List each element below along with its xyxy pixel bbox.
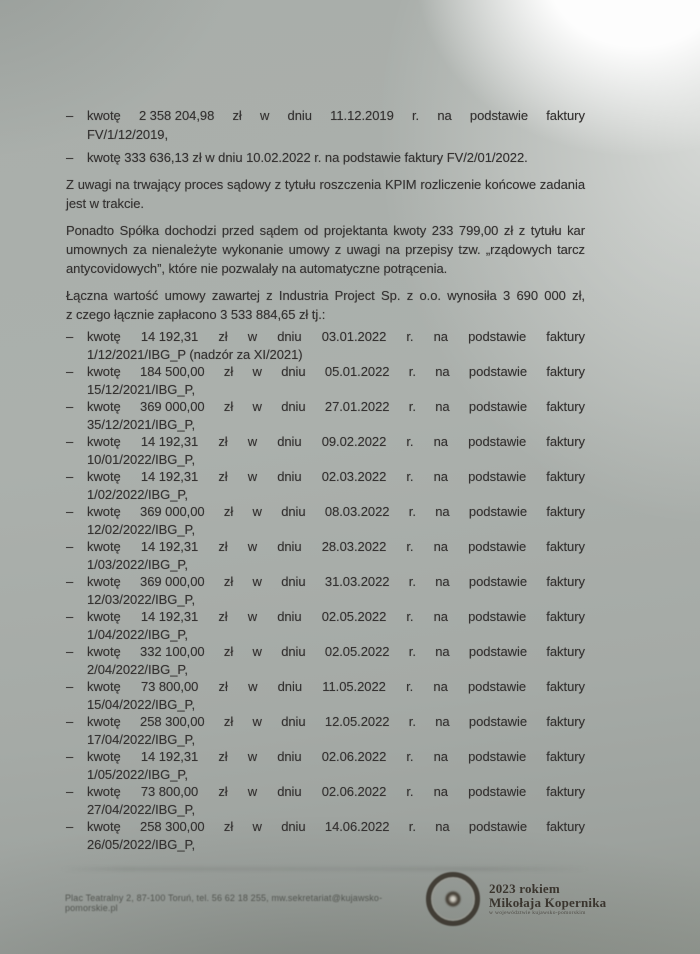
payment-word: podstawie (468, 819, 527, 834)
payment-invoice: 1/02/2022/IBG_P, (87, 486, 188, 502)
payment-word: na (437, 108, 452, 123)
payment-word: kwotę (87, 329, 121, 344)
payment-word: r. (408, 504, 416, 519)
payment-item-text (87, 713, 585, 748)
payment-amount: 332 100,00 (140, 644, 205, 659)
payment-list-item (66, 538, 585, 573)
item-line-justified (87, 748, 585, 766)
payment-word: zł (223, 364, 234, 379)
payment-amount: 258 300,00 (140, 714, 205, 729)
payment-word: podstawie (468, 539, 527, 554)
payment-word: na (433, 434, 448, 449)
payment-word: faktury (546, 108, 585, 123)
payment-word: podstawie (468, 749, 527, 764)
payment-word: faktury (546, 539, 585, 554)
payment-word: dniu (281, 714, 306, 729)
payment-date: 02.06.2022 (321, 784, 387, 799)
payment-date: 02.03.2022 (321, 469, 387, 484)
payment-word: w (259, 108, 270, 123)
payment-invoice: 27/04/2022/IBG_P, (87, 801, 196, 817)
payment-word: kwotę (87, 364, 121, 379)
payment-word: w (247, 434, 258, 449)
list-dash: – (66, 574, 74, 589)
payment-item-text (87, 748, 585, 783)
payment-word: w (252, 644, 262, 659)
payment-word: w (247, 609, 258, 624)
payment-item-text (87, 818, 585, 853)
payment-item-text (87, 678, 585, 713)
intro-payments-list (66, 106, 585, 167)
list-dash: – (66, 784, 74, 799)
payment-item-text (87, 106, 585, 144)
logo-subtitle-line: w województwie kujawsko-pomorskim (489, 910, 586, 916)
payment-word: zł (223, 714, 234, 729)
payment-word: dniu (281, 504, 306, 519)
payment-date: 12.05.2022 (324, 714, 390, 729)
payment-word: kwotę (87, 539, 121, 554)
payment-date: 28.03.2022 (321, 539, 387, 554)
payment-word: r. (406, 784, 414, 799)
item-line-justified (87, 468, 585, 486)
payment-item-text (87, 328, 585, 363)
payment-invoice: 1/03/2022/IBG_P, (87, 556, 188, 572)
payment-list-item (66, 468, 585, 503)
payment-list-item (66, 503, 585, 538)
payment-amount: 258 300,00 (140, 819, 205, 834)
payment-item-text (87, 608, 585, 643)
payment-invoice: 35/12/2021/IBG_P, (87, 416, 196, 432)
payment-word: r. (406, 609, 414, 624)
list-dash: – (66, 329, 74, 344)
payment-word: faktury (546, 749, 585, 764)
payment-date: 09.02.2022 (321, 434, 387, 449)
payment-word: podstawie (468, 679, 527, 694)
payment-word: kwotę (87, 399, 121, 414)
payment-item-text (87, 783, 585, 818)
payment-list-item (66, 106, 585, 144)
payment-item-text (87, 503, 585, 538)
payment-word: r. (406, 539, 414, 554)
payment-list-item (66, 608, 585, 643)
payment-invoice: FV/1/12/2019, (87, 127, 169, 142)
payment-amount: 14 192,31 (140, 329, 199, 344)
logo-name-line: Mikołaja Kopernika (489, 894, 607, 910)
payment-word: dniu (281, 364, 306, 379)
payment-word: w (247, 469, 258, 484)
paragraph-court-case: Z uwagi na trwający proces sądowy z tytułu roszczenia KPIM rozliczenie końcowe zadania jest w trakcie. (66, 177, 585, 211)
payment-word: zł (218, 679, 228, 694)
payment-word: kwotę (87, 784, 121, 799)
list-dash: – (66, 644, 74, 659)
payment-item-text (87, 363, 585, 398)
payment-word: w (247, 784, 258, 799)
payment-date: 02.05.2022 (321, 609, 387, 624)
payment-word: dniu (277, 609, 302, 624)
payment-word: r. (408, 364, 416, 379)
payment-word: w (252, 819, 262, 834)
payment-date: 27.01.2022 (324, 399, 390, 414)
payment-list-item (66, 328, 585, 363)
payment-item-text (87, 468, 585, 503)
payment-word: podstawie (468, 399, 527, 414)
payment-word: zł (218, 609, 228, 624)
payment-word: zł (232, 108, 242, 123)
logo-core-icon (445, 891, 461, 907)
payment-list-item (66, 818, 585, 853)
payment-word: dniu (277, 539, 302, 554)
payment-word: dniu (281, 399, 306, 414)
payment-word: r. (406, 679, 414, 694)
payment-list-item (66, 748, 585, 783)
list-dash: – (66, 108, 74, 123)
item-line-justified (87, 573, 585, 591)
payment-word: faktury (546, 609, 585, 624)
payment-word: zł (218, 434, 228, 449)
logo-year-line: 2023 rokiem (489, 881, 560, 896)
item-line-justified (87, 643, 585, 661)
item-line-justified (87, 538, 585, 556)
payment-word: podstawie (468, 609, 527, 624)
item-line-justified (87, 363, 585, 381)
payment-amount: 73 800,00 (140, 784, 199, 799)
payment-amount: 14 192,31 (140, 749, 199, 764)
item-line-justified (87, 328, 585, 346)
payment-amount: 14 192,31 (140, 469, 199, 484)
payment-word: r. (411, 108, 420, 123)
payment-word: podstawie (468, 469, 527, 484)
payment-date: 05.01.2022 (324, 364, 390, 379)
payment-word: dniu (281, 819, 306, 834)
payment-date: 11.05.2022 (322, 679, 386, 694)
payment-date: 14.06.2022 (324, 819, 390, 834)
footer-address: Plac Teatralny 2, 87-100 Toruń, tel. 56 62 18 255, mw.sekretariat@kujawsko-pomorskie.pl (65, 893, 383, 913)
payment-word: kwotę (87, 108, 121, 123)
payment-word: faktury (546, 469, 585, 484)
payment-word: dniu (277, 679, 303, 694)
payment-word: zł (223, 819, 234, 834)
payment-invoice: 15/12/2021/IBG_P, (87, 381, 196, 397)
payment-invoice: 26/05/2022/IBG_P, (87, 836, 196, 852)
payment-date: 11.12.2019 (330, 108, 394, 123)
payment-invoice: 17/04/2022/IBG_P, (87, 731, 196, 747)
payment-word: faktury (546, 644, 585, 659)
payment-item-text (87, 433, 585, 468)
list-dash: – (66, 539, 74, 554)
payment-word: na (435, 364, 450, 379)
payment-list-item (66, 643, 585, 678)
payment-word: zł (223, 399, 234, 414)
payment-word: podstawie (468, 574, 527, 589)
payment-date: 08.03.2022 (324, 504, 390, 519)
list-dash: – (66, 749, 74, 764)
payment-word: kwotę (87, 469, 121, 484)
payment-word: dniu (281, 644, 306, 659)
payment-word: dniu (277, 469, 302, 484)
payment-date: 02.05.2022 (324, 644, 390, 659)
payment-word: faktury (546, 504, 585, 519)
logo-ring-icon (426, 872, 480, 926)
payment-word: zł (223, 574, 234, 589)
payment-list-item (66, 363, 585, 398)
payment-word: faktury (546, 364, 585, 379)
list-dash: – (66, 469, 74, 484)
payment-word: r. (406, 749, 414, 764)
payment-word: podstawie (468, 504, 527, 519)
list-dash: – (66, 399, 74, 414)
payment-word: podstawie (468, 784, 527, 799)
payment-word: na (435, 399, 450, 414)
list-dash: – (66, 609, 74, 624)
list-dash: – (66, 504, 74, 519)
payment-invoice: 1/05/2022/IBG_P, (87, 766, 188, 782)
payment-word: na (435, 819, 450, 834)
payment-word: r. (408, 819, 416, 834)
payment-word: na (435, 574, 450, 589)
payment-word: kwotę (87, 574, 121, 589)
payment-word: w (247, 329, 258, 344)
payment-word: faktury (546, 784, 585, 799)
payment-word: kwotę (87, 819, 121, 834)
payment-word: na (433, 329, 448, 344)
paragraph-contract-value: Łączna wartość umowy zawartej z Industria Project Sp. z o.o. wynosiła 3 690 000 zł, z czego łącznie zapłacono 3 533 884,65 zł tj.: (66, 288, 585, 322)
payment-word: podstawie (468, 364, 527, 379)
payment-item-text (87, 643, 585, 678)
payment-date: 03.01.2022 (321, 329, 387, 344)
payment-list-item (66, 398, 585, 433)
payment-amount: 73 800,00 (140, 679, 199, 694)
item-line-justified (87, 106, 585, 125)
payment-word: faktury (546, 574, 585, 589)
payment-amount: 14 192,31 (140, 434, 199, 449)
payment-list-item (66, 713, 585, 748)
payment-invoice: 1/04/2022/IBG_P, (87, 626, 188, 642)
payment-word: na (435, 504, 450, 519)
item-line-justified (87, 678, 585, 696)
payment-word: w (252, 364, 262, 379)
item-line-justified (87, 433, 585, 451)
payment-invoice: 10/01/2022/IBG_P, (87, 451, 196, 467)
payment-word: w (252, 504, 262, 519)
payment-word: podstawie (468, 714, 527, 729)
payment-word: na (435, 644, 450, 659)
payment-word: dniu (277, 784, 302, 799)
payment-amount: 369 000,00 (140, 574, 205, 589)
payment-word: na (433, 539, 448, 554)
payment-word: podstawie (468, 329, 527, 344)
payment-word: r. (406, 469, 414, 484)
payment-invoice: 12/03/2022/IBG_P, (87, 591, 196, 607)
item-line-justified (87, 608, 585, 626)
list-dash: – (66, 434, 74, 449)
paragraph-designer-penalties: Ponadto Spółka dochodzi przed sądem od projektanta kwoty 233 799,00 zł z tytułu kar umownych za nienależyte wykonanie umowy z uwagi na przepisy tzw. „rządowych tarcz antycovidowych”, które nie pozwalały na automatyczne potrącenia. (66, 223, 585, 276)
payment-single-line: kwotę 333 636,13 zł w dniu 10.02.2022 r. na podstawie faktury FV/2/01/2022. (87, 150, 528, 165)
payment-amount: 184 500,00 (140, 364, 205, 379)
payment-word: dniu (281, 574, 306, 589)
payment-word: na (433, 749, 448, 764)
payment-word: na (433, 469, 448, 484)
payments-list (66, 328, 585, 853)
payment-word: podstawie (468, 644, 527, 659)
payment-amount: 369 000,00 (140, 504, 205, 519)
item-line-justified (87, 713, 585, 731)
payment-item-text (87, 148, 585, 167)
item-line-justified (87, 818, 585, 836)
payment-invoice: 1/12/2021/IBG_P (nadzór za XI/2021) (87, 346, 303, 362)
item-line-justified (87, 783, 585, 801)
payment-word: r. (408, 644, 416, 659)
list-dash: – (66, 679, 74, 694)
payment-word: zł (218, 329, 228, 344)
payment-word: r. (408, 714, 416, 729)
payment-word: kwotę (87, 679, 121, 694)
payment-item-text (87, 398, 585, 433)
payment-word: w (252, 399, 262, 414)
payment-word: faktury (546, 434, 585, 449)
payment-word: dniu (277, 329, 302, 344)
payment-list-item (66, 433, 585, 468)
list-dash: – (66, 364, 74, 379)
payment-amount: 14 192,31 (140, 609, 199, 624)
payment-item-text (87, 573, 585, 608)
payment-word: dniu (277, 749, 302, 764)
payment-list-item (66, 678, 585, 713)
payment-word: zł (218, 749, 228, 764)
payment-date: 31.03.2022 (324, 574, 390, 589)
payment-word: na (433, 679, 448, 694)
payment-item-text (87, 538, 585, 573)
payment-word: podstawie (469, 108, 529, 123)
payment-word: zł (223, 504, 234, 519)
payment-word: r. (408, 399, 416, 414)
payment-invoice: 2/04/2022/IBG_P, (87, 661, 188, 677)
payment-word: zł (218, 539, 228, 554)
payment-amount: 369 000,00 (140, 399, 205, 414)
payment-word: w (248, 679, 258, 694)
payment-word: faktury (546, 329, 585, 344)
payment-list-item (66, 148, 585, 167)
payment-word: dniu (287, 108, 312, 123)
payment-amount: 2 358 204,98 (138, 108, 215, 123)
payment-word: na (433, 609, 448, 624)
payment-word: w (252, 574, 262, 589)
payment-word: faktury (546, 679, 585, 694)
list-dash: – (66, 150, 74, 165)
payment-word: zł (223, 644, 234, 659)
payment-word: r. (408, 574, 416, 589)
payment-word: podstawie (468, 434, 527, 449)
payment-amount: 14 192,31 (140, 539, 199, 554)
photo-artifact-smudge (60, 867, 590, 871)
list-dash: – (66, 714, 74, 729)
payment-word: w (247, 539, 258, 554)
list-dash: – (66, 819, 74, 834)
payment-word: kwotę (87, 434, 121, 449)
payment-word: zł (218, 469, 228, 484)
payment-word: r. (406, 434, 414, 449)
payment-word: faktury (546, 714, 585, 729)
payment-word: faktury (546, 399, 585, 414)
payment-word: dniu (277, 434, 302, 449)
copernicus-year-logo-text (489, 882, 606, 917)
payment-invoice: 15/04/2022/IBG_P, (87, 696, 196, 712)
payment-word: w (252, 714, 262, 729)
payment-word: kwotę (87, 714, 121, 729)
payment-invoice: 12/02/2022/IBG_P, (87, 521, 196, 537)
payment-date: 02.06.2022 (321, 749, 387, 764)
item-line-justified (87, 503, 585, 521)
payment-word: na (435, 714, 450, 729)
item-line-justified (87, 398, 585, 416)
payment-word: kwotę (87, 609, 121, 624)
payment-word: kwotę (87, 644, 121, 659)
payment-word: r. (406, 329, 414, 344)
payment-list-item (66, 573, 585, 608)
payment-word: w (247, 749, 258, 764)
payment-word: kwotę (87, 504, 121, 519)
payment-list-item (66, 783, 585, 818)
payment-word: zł (218, 784, 228, 799)
payment-word: kwotę (87, 749, 121, 764)
payment-word: faktury (546, 819, 585, 834)
payment-word: na (433, 784, 448, 799)
document-body (66, 106, 585, 853)
